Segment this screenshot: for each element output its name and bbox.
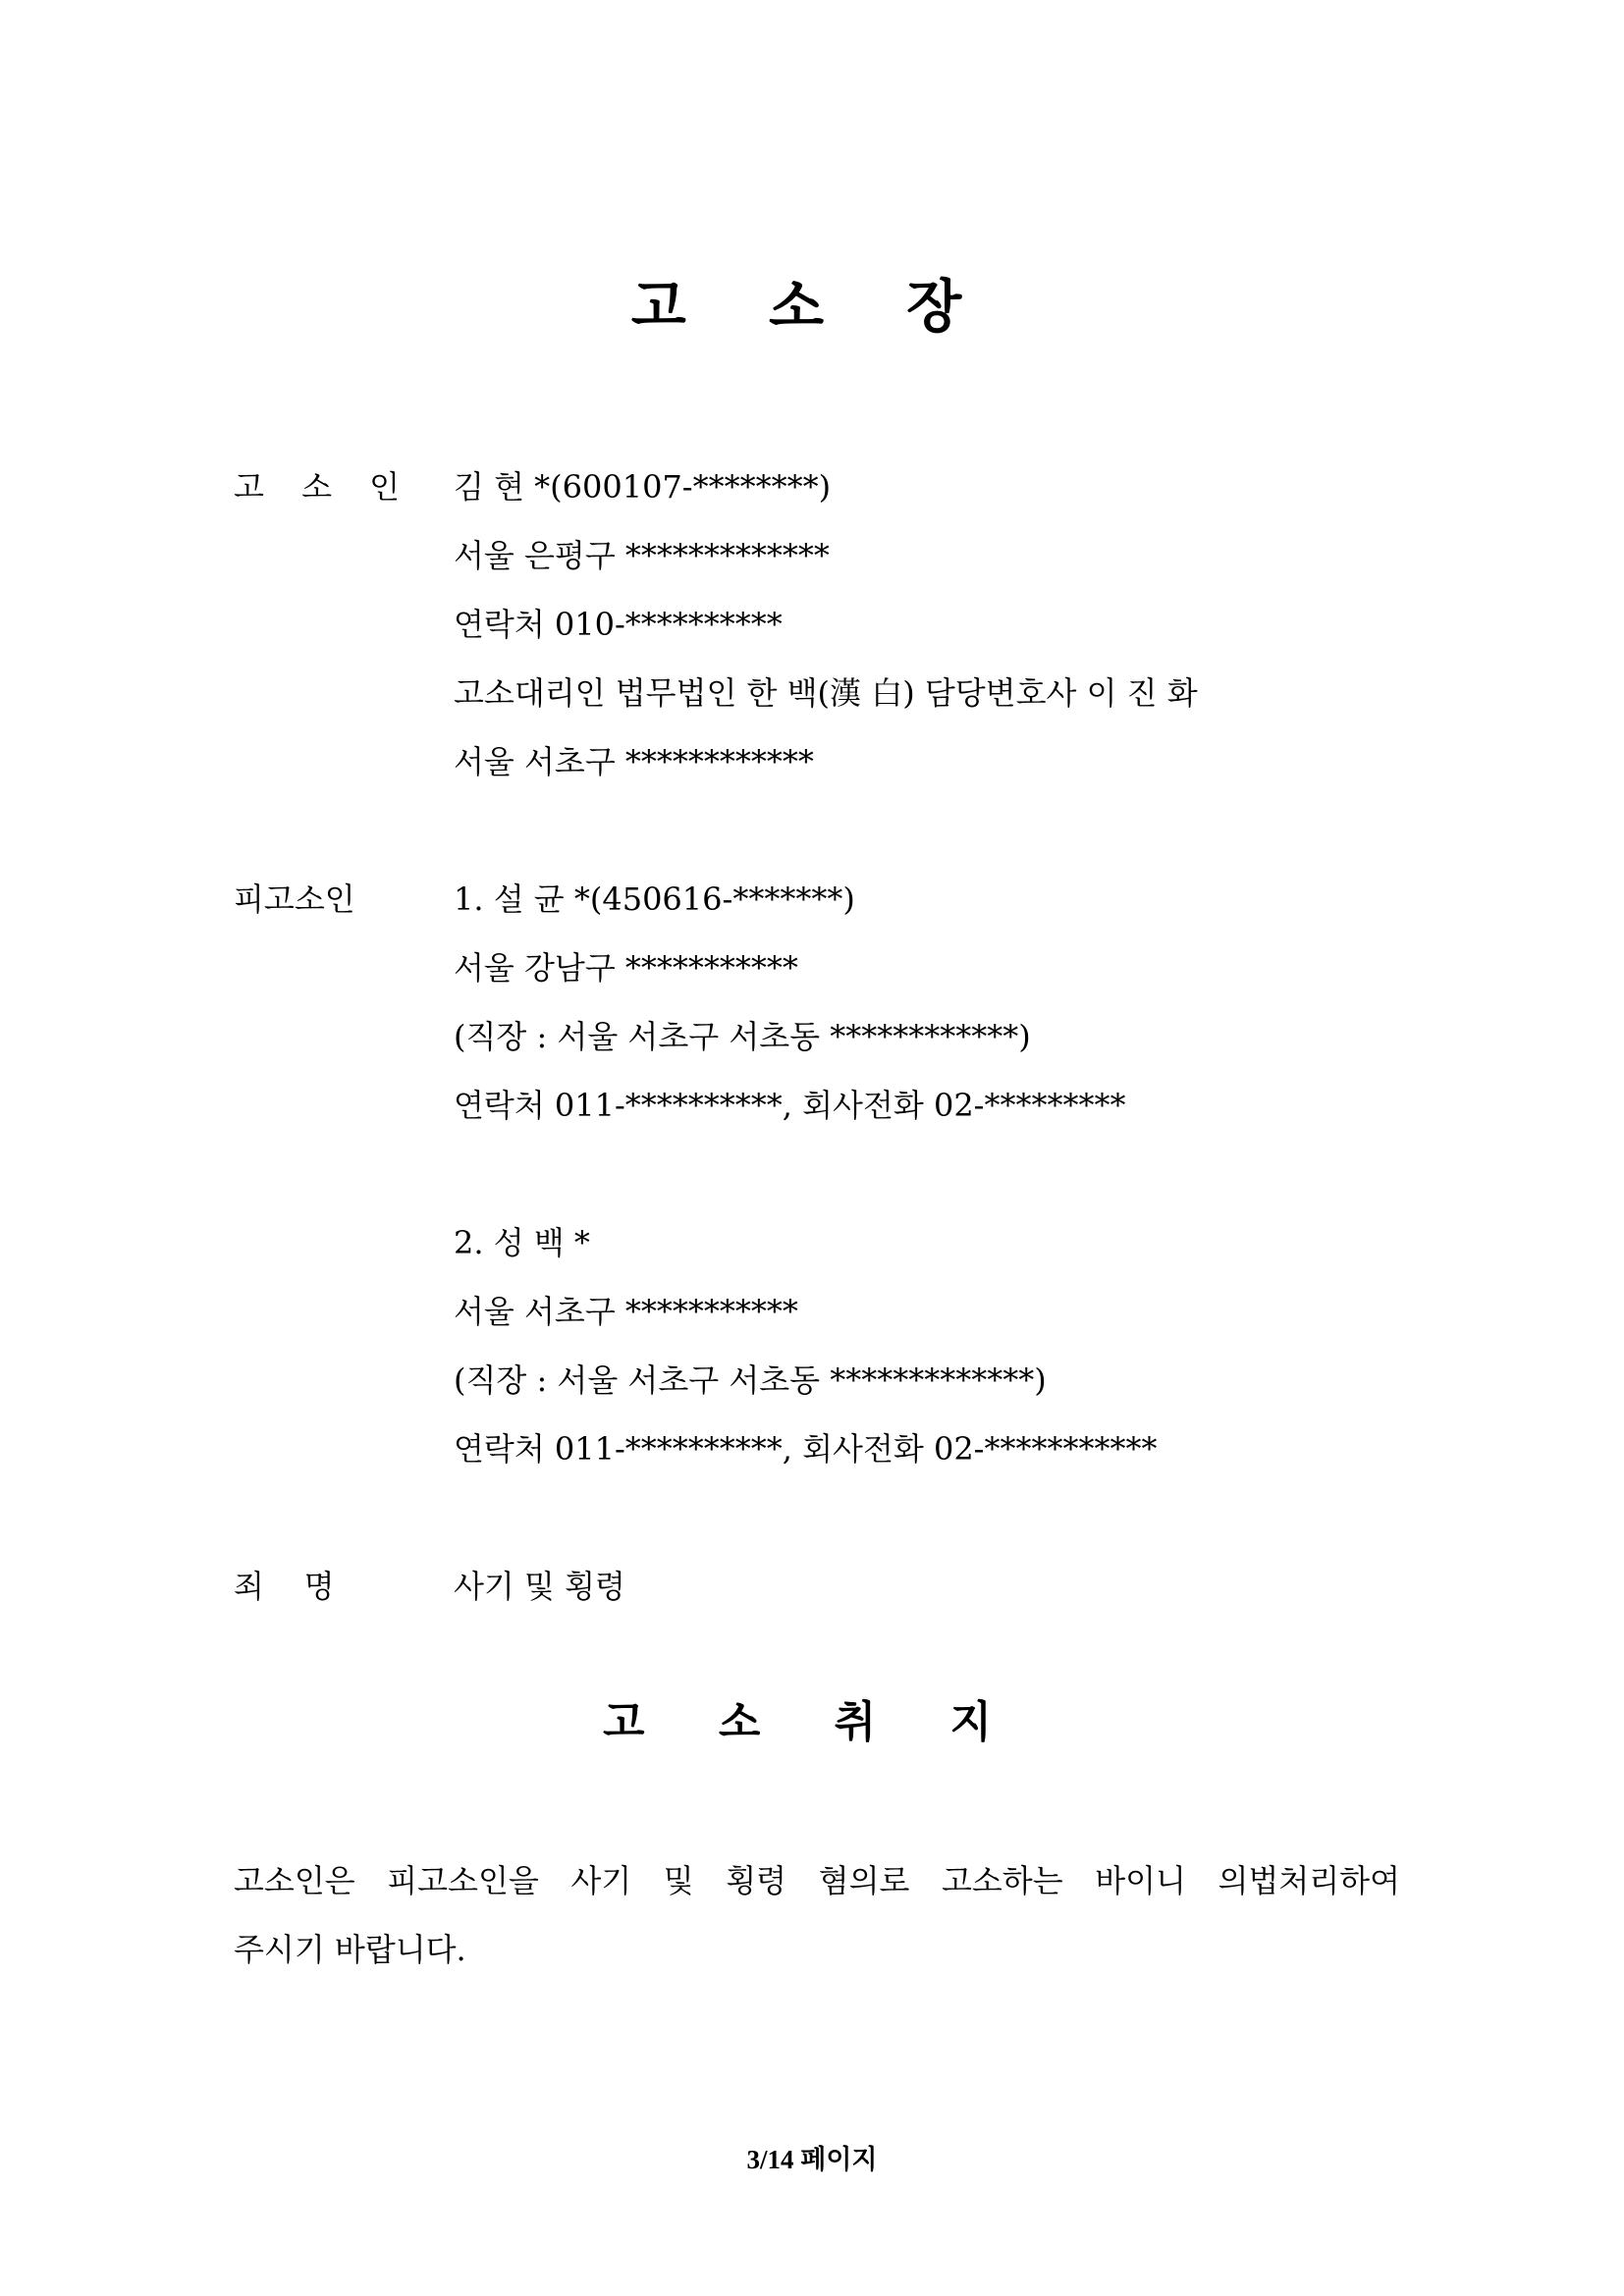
accused-1-address: 서울 강남구 *********** (454, 949, 798, 987)
purpose-text-line-1: 고소인은 피고소인을 사기 및 횡령 혐의로 고소하는 바이니 의법처리하여 (234, 1862, 1400, 1899)
accused-2-workplace: (직장 : 서울 서초구 서초동 *************) (454, 1362, 1047, 1399)
charge-label: 죄 명 (234, 1568, 335, 1605)
accused-1-workplace: (직장 : 서울 서초구 서초동 ************) (454, 1018, 1031, 1055)
document-title: 고 소 장 (630, 273, 994, 340)
page-number: 3/14 페이지 (746, 2145, 878, 2174)
accused-1-contact: 연락처 011-**********, 회사전화 02-********* (454, 1087, 1126, 1124)
charge-value: 사기 및 횡령 (454, 1568, 625, 1605)
accused-2-name: 2. 성 백 * (454, 1224, 590, 1261)
complainant-name: 김 현 *(600107-********) (454, 468, 832, 506)
purpose-text-line-2: 주시기 바랍니다. (234, 1931, 466, 1968)
accused-2-address: 서울 서초구 *********** (454, 1293, 798, 1330)
accused-2-contact: 연락처 011-**********, 회사전화 02-*********** (454, 1430, 1158, 1468)
complainant-attorney: 고소대리인 법무법인 한 백(漢 白) 담당변호사 이 진 화 (454, 674, 1198, 712)
accused-label: 피고소인 (234, 881, 355, 918)
complainant-attorney-address: 서울 서초구 ************ (454, 743, 814, 780)
accused-1-name: 1. 설 균 *(450616-*******) (454, 881, 855, 918)
complainant-contact: 연락처 010-********** (454, 606, 783, 643)
purpose-title: 고 소 취 지 (603, 1697, 1021, 1747)
complainant-label: 고 소 인 (234, 468, 414, 506)
complainant-address: 서울 은평구 ************* (454, 537, 830, 574)
